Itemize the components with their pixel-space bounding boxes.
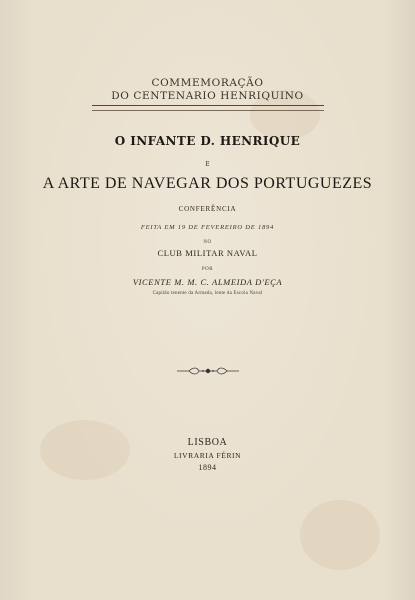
header-divider xyxy=(92,105,324,111)
lecture-date: FEITA EM 19 DE FEVEREIRO DE 1894 xyxy=(140,224,275,231)
paper-stain xyxy=(300,500,380,570)
subtitle: A ARTE DE NAVEGAR DOS PORTUGUEZES xyxy=(42,175,373,192)
header-line-2: DO CENTENARIO HENRIQUINO xyxy=(111,90,304,102)
author-role: Capitão tenente da Armada, lente da Escola Naval xyxy=(152,291,263,296)
lecture-venue: CLUB MILITAR NAVAL xyxy=(157,248,258,258)
lecture-kind: CONFERÊNCIA xyxy=(178,205,237,213)
imprint-year: 1894 xyxy=(198,463,217,472)
imprint-city: LISBOA xyxy=(187,437,228,448)
lecture-by: POR xyxy=(201,267,214,272)
author-name: VICENTE M. M. C. ALMEIDA D'EÇA xyxy=(132,277,283,287)
header-line-1: COMMEMORAÇÃO xyxy=(151,77,264,89)
title-conjunction: E xyxy=(205,161,210,168)
main-title: O INFANTE D. HENRIQUE xyxy=(114,134,301,148)
fleuron-ornament xyxy=(175,366,241,376)
lecture-preposition: NO xyxy=(203,240,212,245)
imprint-publisher: LIVRARIA FÉRIN xyxy=(173,451,242,460)
